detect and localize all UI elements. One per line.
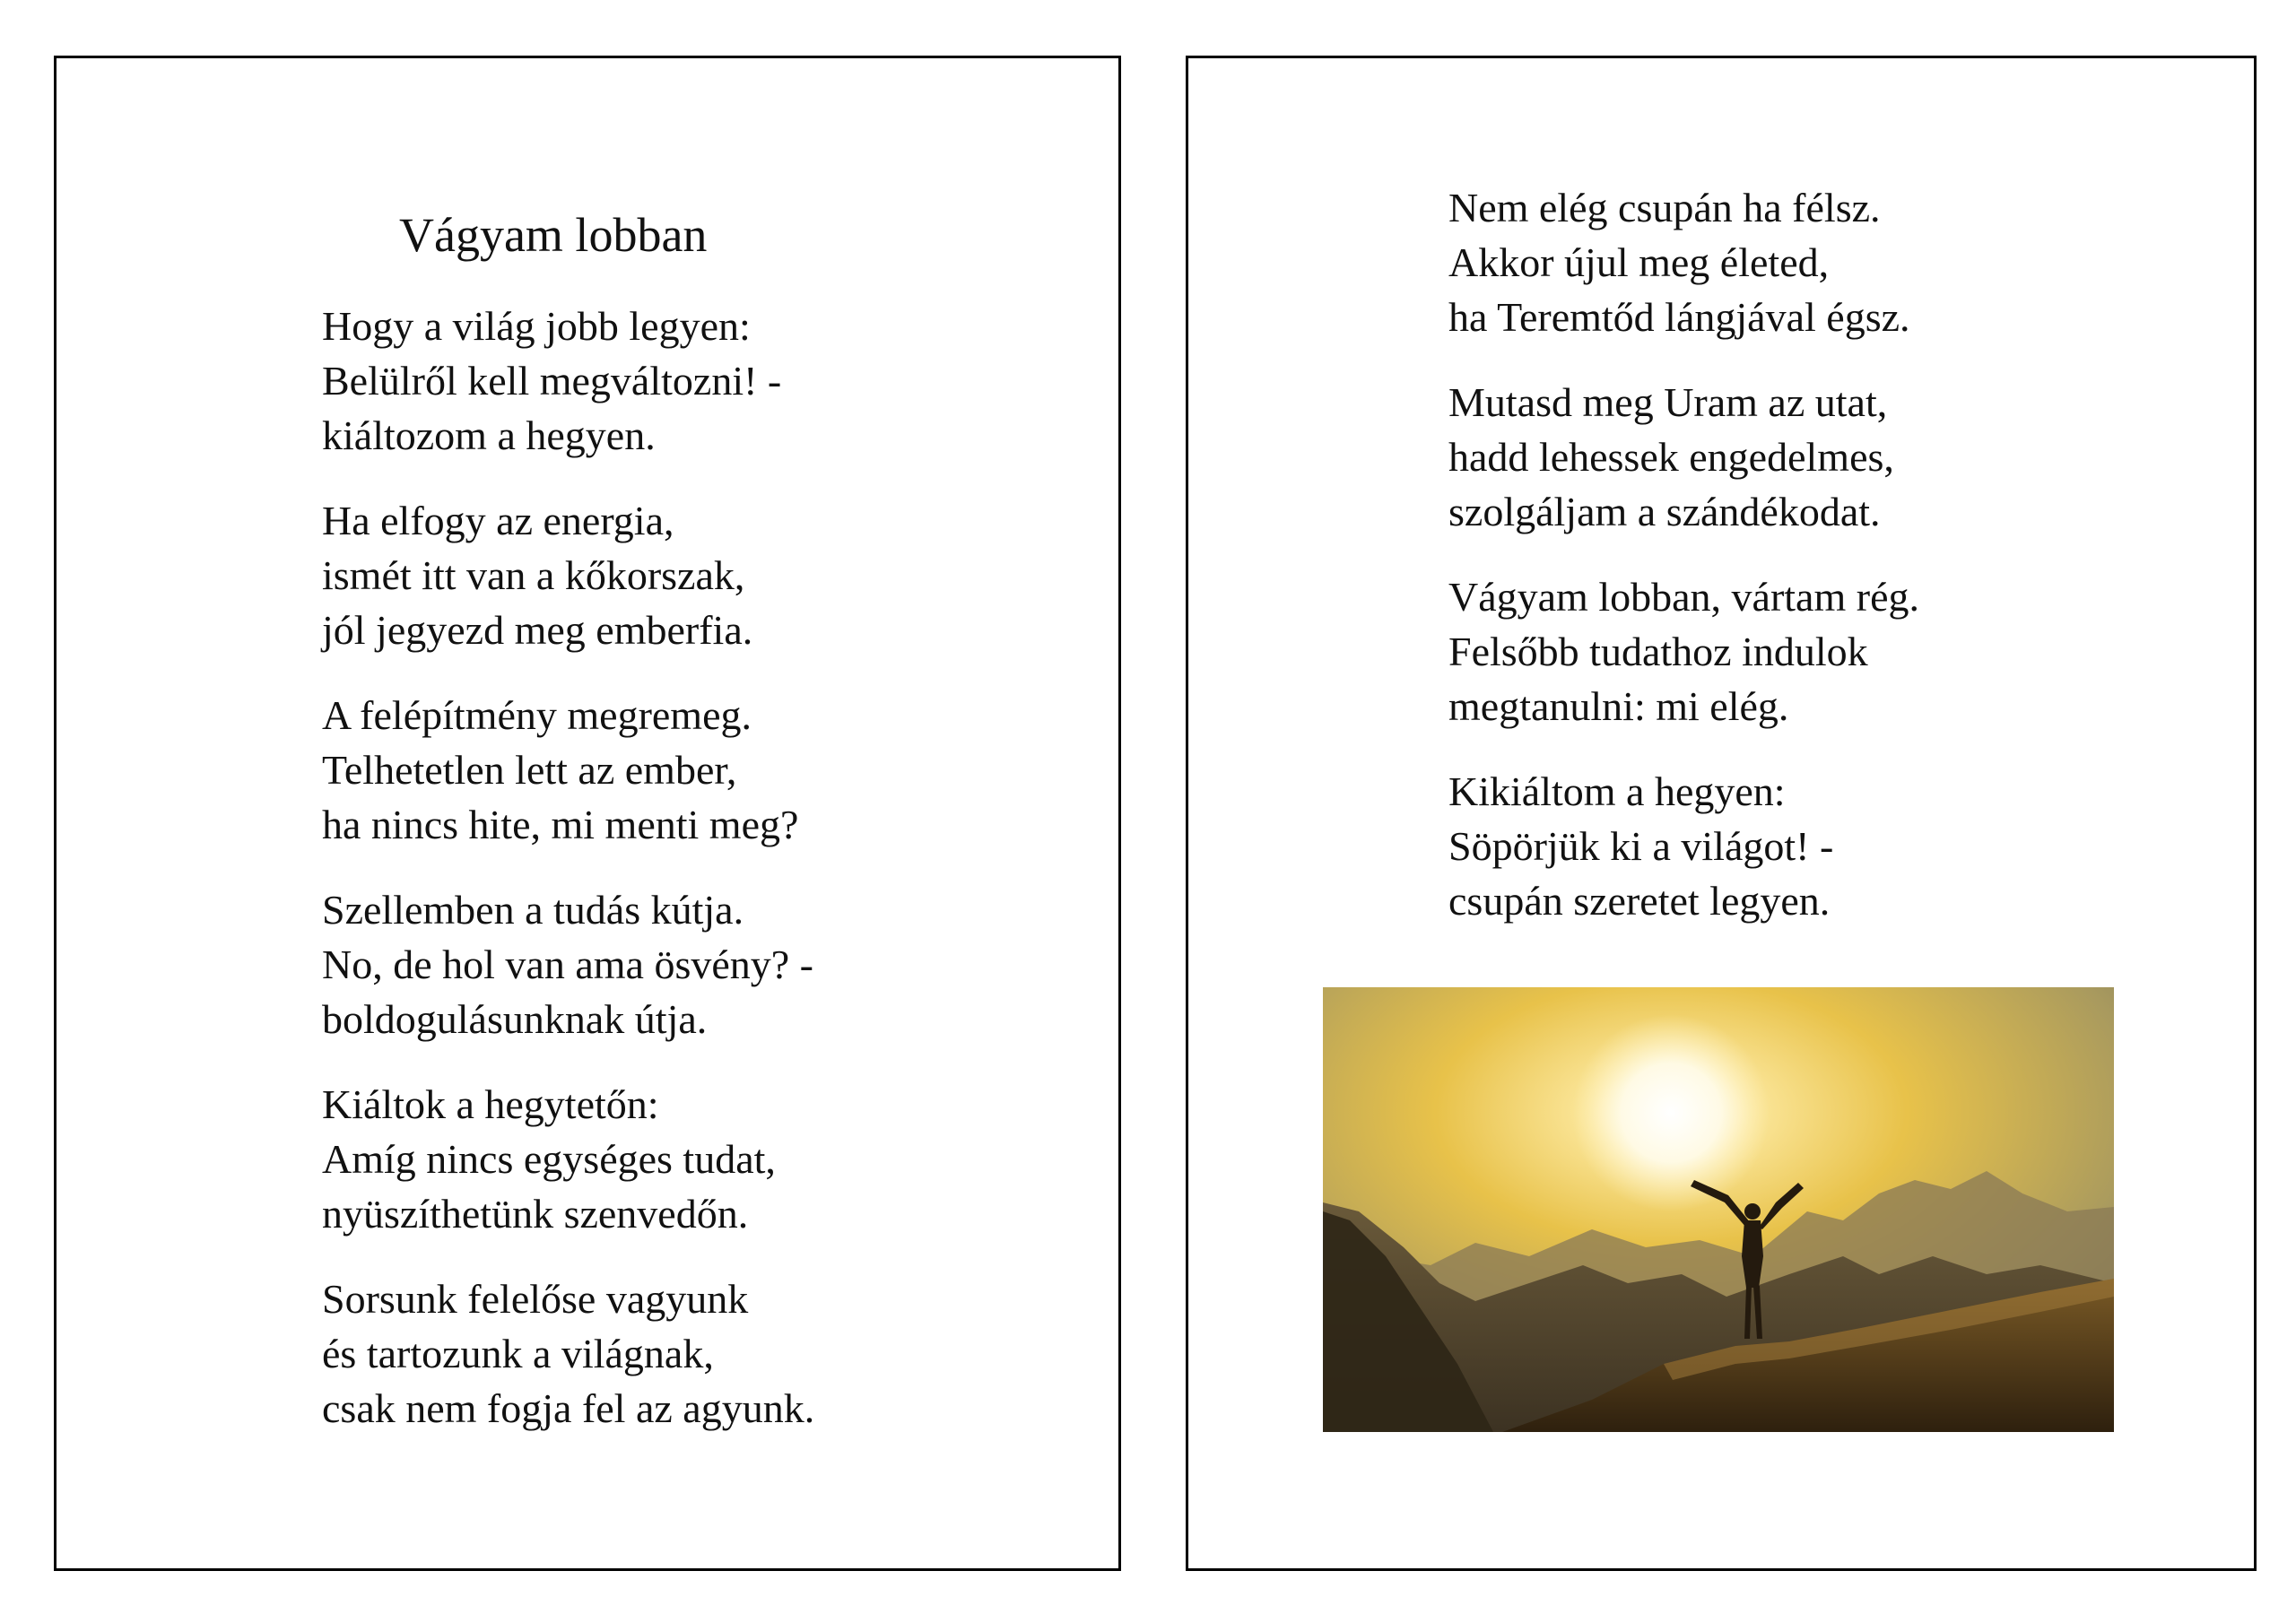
right-page bbox=[1186, 56, 2257, 1571]
poem-line: nyüszíthetünk szenvedőn. bbox=[322, 1191, 749, 1237]
poem-line: szolgáljam a szándékodat. bbox=[1448, 489, 1881, 534]
poem-line: megtanulni: mi elég. bbox=[1448, 683, 1789, 729]
poem-line: Akkor újul meg életed, bbox=[1448, 239, 1830, 285]
stanza bbox=[1448, 375, 1919, 539]
poem-line: Ha elfogy az energia, bbox=[322, 498, 674, 543]
poem-line: Kiáltok a hegytetőn: bbox=[322, 1081, 659, 1127]
stanza bbox=[322, 299, 814, 463]
left-page bbox=[54, 56, 1121, 1571]
poem-line: Sorsunk felelőse vagyunk bbox=[322, 1276, 749, 1322]
poem-line: Amíg nincs egységes tudat, bbox=[322, 1136, 776, 1182]
poem-line: No, de hol van ama ösvény? - bbox=[322, 942, 814, 987]
poem-line: Vágyam lobban, vártam rég. bbox=[1448, 574, 1919, 620]
poem-line: csupán szeretet legyen. bbox=[1448, 878, 1831, 924]
sunset-mountain-photo bbox=[1323, 987, 2114, 1432]
poem-line: ha Teremtőd lángjával égsz. bbox=[1448, 294, 1910, 340]
stanza bbox=[322, 1077, 814, 1241]
poem-line: A felépítmény megremeg. bbox=[322, 692, 752, 738]
poem-left-column bbox=[322, 299, 814, 1466]
poem-line: ismét itt van a kőkorszak, bbox=[322, 552, 745, 598]
poem-line: Nem elég csupán ha félsz. bbox=[1448, 185, 1881, 230]
stanza bbox=[1448, 764, 1919, 928]
poem-line: Szellemben a tudás kútja. bbox=[322, 887, 744, 933]
poem-line: jól jegyezd meg emberfia. bbox=[322, 607, 753, 653]
sun bbox=[1572, 1014, 1770, 1211]
stanza bbox=[322, 1271, 814, 1436]
poem-line: hadd lehessek engedelmes, bbox=[1448, 434, 1894, 480]
stanza bbox=[1448, 569, 1919, 733]
stanza bbox=[1448, 180, 1919, 344]
stanza bbox=[322, 882, 814, 1046]
poem-line: boldogulásunknak útja. bbox=[322, 996, 708, 1042]
poem-right-column bbox=[1448, 180, 1919, 959]
poem-line: Söpörjük ki a világot! - bbox=[1448, 823, 1834, 869]
poem-line: Belülről kell megváltozni! - bbox=[322, 358, 782, 404]
stanza bbox=[322, 493, 814, 657]
poem-line: Telhetetlen lett az ember, bbox=[322, 747, 737, 793]
poem-line: csak nem fogja fel az agyunk. bbox=[322, 1385, 815, 1431]
stanza bbox=[322, 688, 814, 852]
poem-line: Felsőbb tudathoz indulok bbox=[1448, 629, 1868, 674]
poem-line: kiáltozom a hegyen. bbox=[322, 412, 656, 458]
poem-line: Mutasd meg Uram az utat, bbox=[1448, 379, 1888, 425]
sunset-mountain-illustration bbox=[1323, 987, 2114, 1432]
poem-line: Kikiáltom a hegyen: bbox=[1448, 768, 1786, 814]
poem-line: ha nincs hite, mi menti meg? bbox=[322, 802, 799, 847]
poem-title: Vágyam lobban bbox=[399, 208, 708, 262]
poem-line: Hogy a világ jobb legyen: bbox=[322, 303, 751, 349]
poem-line: és tartozunk a világnak, bbox=[322, 1331, 714, 1376]
